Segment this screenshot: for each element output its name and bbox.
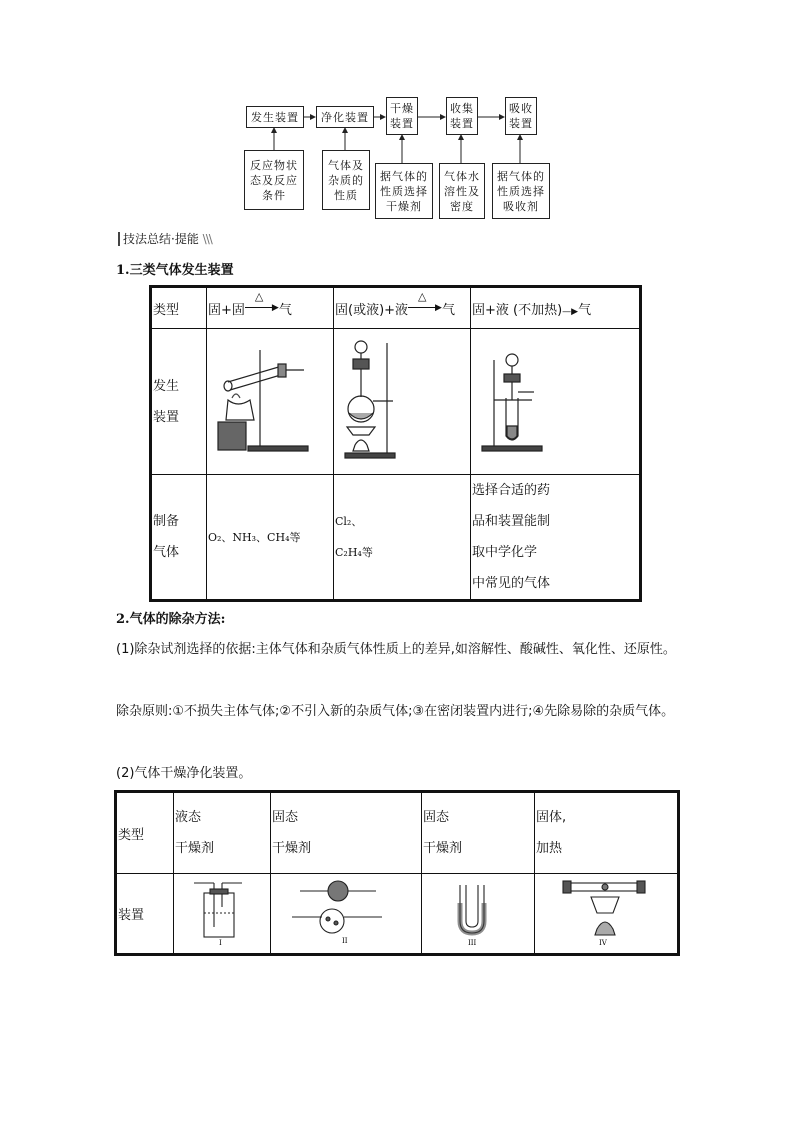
u-tube-cell <box>422 874 535 955</box>
row-gas-label: 制备 气体 <box>151 475 207 601</box>
flow-box-drying: 干燥 装置 <box>386 97 418 135</box>
drying-tube-icon <box>286 877 406 947</box>
apparatus-no-heating <box>471 329 641 475</box>
flow-box-collection: 收集 装置 <box>446 97 478 135</box>
type-solid-liquid-heat: 固(或液)+液 △ ▶ 气 <box>334 287 471 329</box>
wash-bottle-cell <box>174 874 271 955</box>
drying-type-liquid: 液态 干燥剂 <box>174 792 271 874</box>
heated-tube-icon <box>561 877 651 947</box>
flow-note-desiccant: 据气体的 性质选择 干燥剂 <box>375 163 433 219</box>
drying-device-label: 装置 <box>116 874 174 955</box>
drying-type-solid-1: 固态 干燥剂 <box>271 792 422 874</box>
flow-note-gas-impurity: 气体及 杂质的 性质 <box>322 150 370 210</box>
section1-title: 1.三类气体发生装置 <box>116 263 234 278</box>
col-type-label: 类型 <box>151 287 207 329</box>
generator-table <box>149 285 642 602</box>
apparatus-solid-heating <box>207 329 334 475</box>
gas-col1: O₂、NH₃、CH₄等 <box>207 475 334 601</box>
flow-box-absorption: 吸收 装置 <box>505 97 537 135</box>
type-solid-liquid-noheat: 固+液 (不加热)—▶气 <box>471 287 641 329</box>
banner-slashes: \\\ <box>202 232 212 246</box>
section2-paragraph-1: (1)除杂试剂选择的依据:主体气体和杂质气体性质上的差异,如溶解性、酸碱性、氧化性、还原性。 <box>116 642 676 657</box>
drying-type-label: 类型 <box>116 792 174 874</box>
svg-text:II: II <box>342 936 348 945</box>
type-solid-solid: 固+固 △ ▶ 气 <box>207 287 334 329</box>
flow-box-generation: 发生装置 <box>246 106 304 128</box>
flask-heating-apparatus-icon <box>335 335 455 465</box>
drying-tube-cell <box>271 874 422 955</box>
skill-banner <box>118 230 212 247</box>
apparatus-liquid-heating <box>334 329 471 475</box>
flow-box-purification: 净化装置 <box>316 106 374 128</box>
drying-type-solid-2: 固态 干燥剂 <box>422 792 535 874</box>
flow-note-reactant: 反应物状 态及反应 条件 <box>244 150 304 210</box>
row-device-label: 发生 装置 <box>151 329 207 475</box>
drying-table <box>114 790 680 956</box>
flow-note-solubility: 气体水 溶性及 密度 <box>439 163 485 219</box>
section2-paragraph-3: (2)气体干燥净化装置。 <box>116 766 252 781</box>
section2-paragraph-2: 除杂原则:①不损失主体气体;②不引入新的杂质气体;③在密闭装置内进行;④先除易除的杂质气体。 <box>116 704 675 719</box>
drying-type-heated-solid: 固体, 加热 <box>535 792 679 874</box>
wash-bottle-icon <box>192 877 252 947</box>
heated-tube-cell <box>535 874 679 955</box>
flow-arrows <box>0 0 793 240</box>
skill-banner-text: 技法总结·提能 <box>118 232 199 246</box>
flow-note-absorbent: 据气体的 性质选择 吸收剂 <box>492 163 550 219</box>
svg-text:III: III <box>468 938 477 947</box>
test-tube-apparatus-icon <box>472 340 572 460</box>
u-tube-icon <box>448 877 508 947</box>
svg-text:IV: IV <box>599 938 607 947</box>
svg-text:I: I <box>219 938 222 947</box>
section2-title: 2.气体的除杂方法: <box>116 612 226 627</box>
solid-heating-apparatus-icon <box>208 340 318 460</box>
gas-col3: 选择合适的药 品和装置能制 取中学化学 中常见的气体 <box>471 475 641 601</box>
gas-col2: Cl₂、 C₂H₄等 <box>334 475 471 601</box>
